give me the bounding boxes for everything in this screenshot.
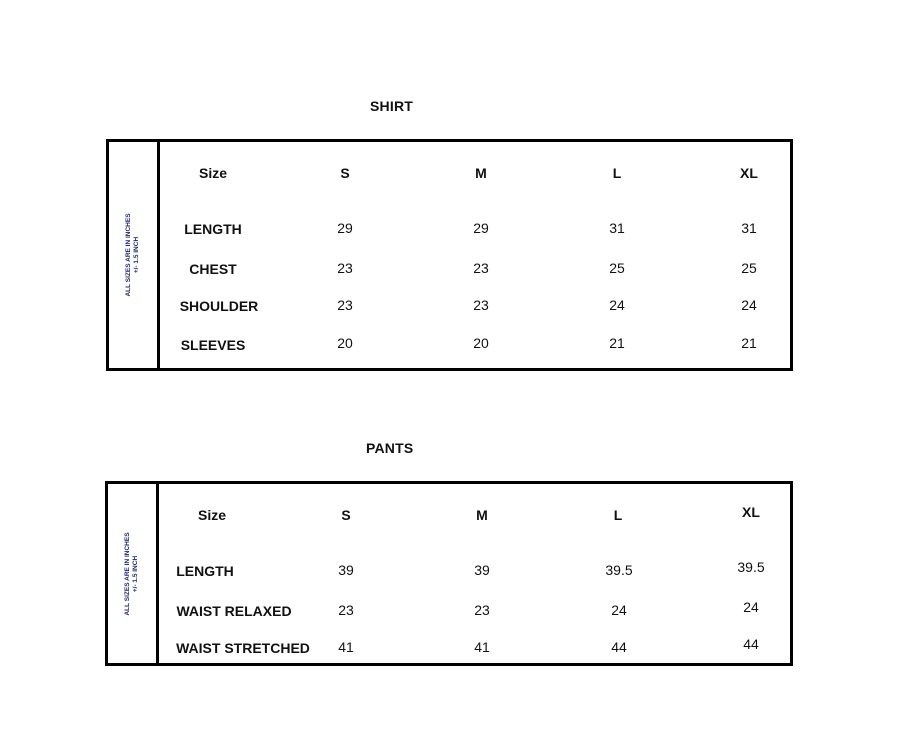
- pants-cell: 39.5: [737, 559, 765, 575]
- shirt-note-line-1: ALL SIZES ARE IN INCHES: [125, 213, 132, 297]
- shirt-cell: 29: [473, 220, 489, 236]
- shirt-size-table: [106, 139, 793, 371]
- shirt-cell: 25: [609, 260, 625, 276]
- shirt-cell: 29: [337, 220, 353, 236]
- shirt-note-line-2: +/- 1.5 INCH: [133, 236, 140, 274]
- pants-row-label: WAIST RELAXED: [176, 603, 292, 619]
- pants-cell: 44: [743, 636, 759, 652]
- shirt-row-label: SHOULDER: [179, 298, 259, 314]
- pants-cell: 41: [338, 639, 354, 655]
- pants-row-label: WAIST STRETCHED: [176, 640, 310, 656]
- pants-cell: 41: [474, 639, 490, 655]
- pants-measurement-note: [124, 532, 140, 615]
- shirt-row-label: CHEST: [189, 261, 237, 277]
- shirt-cell: 25: [741, 260, 757, 276]
- pants-cell: 39: [338, 562, 354, 578]
- shirt-cell: 21: [741, 335, 757, 351]
- shirt-header-s: S: [340, 165, 350, 181]
- pants-note-line-2: +/- 1.5 INCH: [132, 555, 139, 592]
- shirt-cell: 23: [337, 260, 353, 276]
- shirt-cell: 31: [741, 220, 757, 236]
- pants-header-l: L: [613, 507, 623, 523]
- pants-header-size: Size: [197, 507, 227, 523]
- pants-cell: 23: [474, 602, 490, 618]
- pants-cell: 24: [611, 602, 627, 618]
- shirt-cell: 23: [473, 297, 489, 313]
- pants-row-label: LENGTH: [176, 563, 234, 579]
- pants-cell: 39: [474, 562, 490, 578]
- shirt-title: SHIRT: [370, 98, 413, 114]
- shirt-header-m: M: [475, 165, 487, 181]
- shirt-cell: 23: [337, 297, 353, 313]
- shirt-cell: 21: [609, 335, 625, 351]
- shirt-header-l: L: [612, 165, 622, 181]
- shirt-cell: 31: [609, 220, 625, 236]
- shirt-cell: 20: [337, 335, 353, 351]
- pants-header-m: M: [476, 507, 488, 523]
- pants-cell: 24: [743, 599, 759, 615]
- pants-note-line-1: ALL SIZES ARE IN INCHES: [124, 531, 131, 616]
- shirt-row-label: LENGTH: [184, 221, 242, 237]
- pants-size-table: [105, 481, 793, 666]
- pants-cell: 23: [338, 602, 354, 618]
- shirt-cell: 24: [741, 297, 757, 313]
- pants-cell: 44: [611, 639, 627, 655]
- shirt-row-label: SLEEVES: [180, 337, 246, 353]
- shirt-side-panel: [109, 142, 160, 368]
- shirt-cell: 24: [609, 297, 625, 313]
- pants-title: PANTS: [366, 440, 414, 456]
- shirt-measurement-note: [125, 213, 141, 296]
- pants-cell: 39.5: [605, 562, 633, 578]
- pants-header-s: S: [341, 507, 351, 523]
- pants-header-xl: XL: [742, 504, 760, 520]
- shirt-cell: 20: [473, 335, 489, 351]
- shirt-cell: 23: [473, 260, 489, 276]
- pants-side-panel: [108, 484, 159, 663]
- shirt-header-size: Size: [198, 165, 228, 181]
- shirt-header-xl: XL: [740, 165, 758, 181]
